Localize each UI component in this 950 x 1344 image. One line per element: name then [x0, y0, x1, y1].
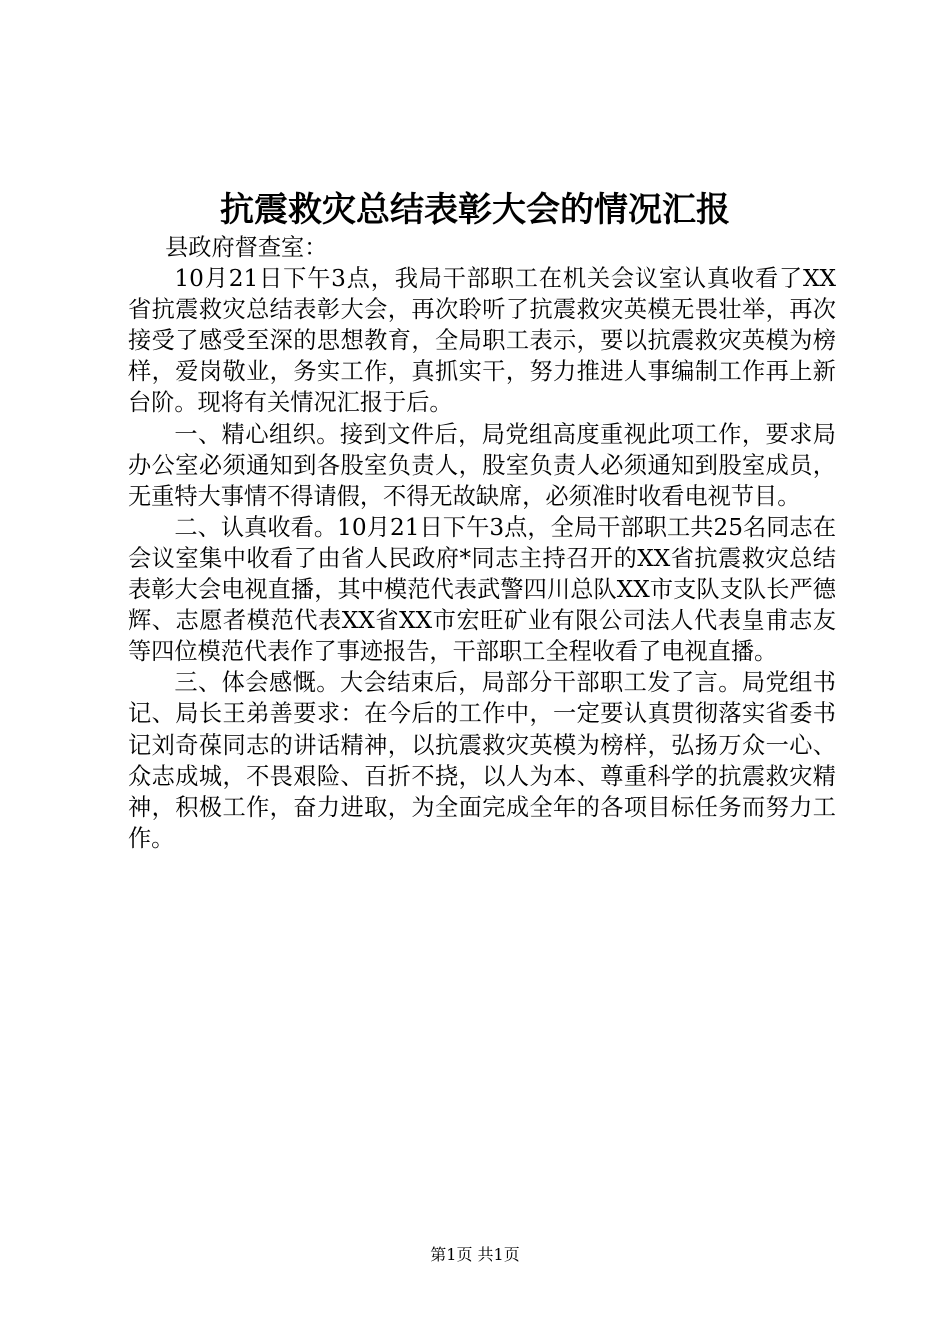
document-body — [128, 232, 836, 854]
document-title: 抗震救灾总结表彰大会的情况汇报 — [220, 190, 730, 230]
paragraph-intro: 10月21日下午3点，我局干部职工在机关会议室认真收看了XX省抗震救灾总结表彰大会，再次聆听了抗震救灾英模无畏壮举，再次接受了感受至深的思想教育，全局职工表示，要以抗震救灾英模为榜样，爱岗敬业，务实工作，真抓实干，努力推进人事编制工作再上新台阶。现将有关情况汇报于后。 — [128, 265, 836, 417]
paragraph-section-1: 一、精心组织。接到文件后，局党组高度重视此项工作，要求局办公室必须通知到各股室负责人，股室负责人必须通知到股室成员，无重特大事情不得请假，不得无故缺席，必须准时收看电视节目。 — [128, 420, 836, 510]
paragraph-section-3: 三、体会感慨。大会结束后，局部分干部职工发了言。局党组书记、局长王弟善要求：在今后的工作中，一定要认真贯彻落实省委书记刘奇葆同志的讲话精神，以抗震救灾英模为榜样，弘扬万众一心、众志成城，不畏艰险、百折不挠，以人为本、尊重科学的抗震救灾精神，积极工作，奋力进取，为全面完成全年的各项目标任务而努力工作。 — [128, 669, 836, 852]
paragraph-section-2: 二、认真收看。10月21日下午3点，全局干部职工共25名同志在会议室集中收看了由省人民政府*同志主持召开的XX省抗震救灾总结表彰大会电视直播，其中模范代表武警四川总队XX市支队支队长严德辉、志愿者模范代表XX省XX市宏旺矿业有限公司法人代表皇甫志友等四位模范代表作了事迹报告，干部职工全程收看了电视直播。 — [128, 513, 836, 666]
addressee-line: 县政府督查室： — [165, 234, 328, 261]
page-number-footer: 第1页 共1页 — [430, 1245, 520, 1264]
